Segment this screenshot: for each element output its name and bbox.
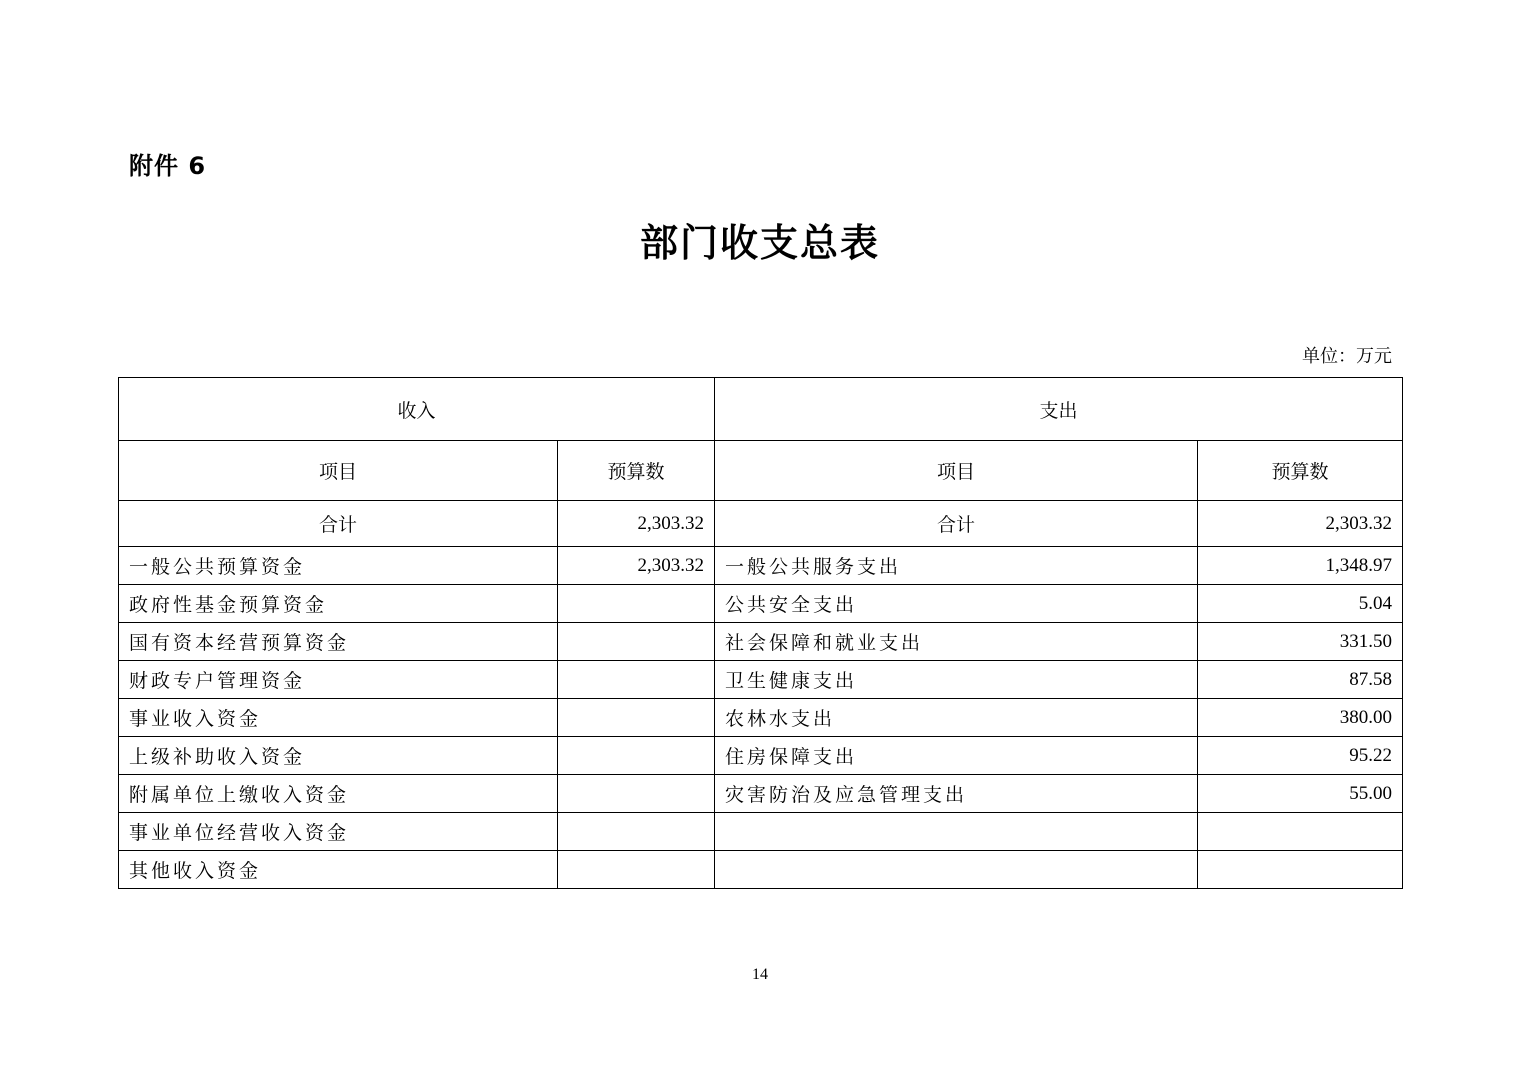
expense-item: 公共安全支出	[715, 585, 1198, 623]
expense-value: 55.00	[1198, 775, 1403, 813]
expense-item	[715, 813, 1198, 851]
table-row	[119, 813, 1403, 851]
income-item: 上级补助收入资金	[119, 737, 558, 775]
table-row	[119, 585, 1403, 623]
income-value	[558, 585, 715, 623]
income-item: 财政专户管理资金	[119, 661, 558, 699]
income-item: 一般公共预算资金	[119, 547, 558, 585]
table-row	[119, 661, 1403, 699]
table-row	[119, 851, 1403, 889]
income-value	[558, 775, 715, 813]
expense-item: 灾害防治及应急管理支出	[715, 775, 1198, 813]
table-row	[119, 547, 1403, 585]
income-item: 政府性基金预算资金	[119, 585, 558, 623]
expense-item	[715, 851, 1198, 889]
table-row	[119, 623, 1403, 661]
income-value	[558, 623, 715, 661]
expense-item: 住房保障支出	[715, 737, 1198, 775]
income-item-header: 项目	[119, 441, 558, 501]
income-total-label: 合计	[119, 501, 558, 547]
expense-value: 87.58	[1198, 661, 1403, 699]
page-title: 部门收支总表	[639, 220, 880, 265]
income-item: 附属单位上缴收入资金	[119, 775, 558, 813]
income-item: 国有资本经营预算资金	[119, 623, 558, 661]
total-row	[119, 501, 1403, 547]
income-budget-header: 预算数	[558, 441, 715, 501]
table-row	[119, 699, 1403, 737]
table-row	[119, 775, 1403, 813]
expense-value: 5.04	[1198, 585, 1403, 623]
expense-header: 支出	[715, 378, 1403, 441]
income-value	[558, 813, 715, 851]
income-value: 2,303.32	[558, 547, 715, 585]
page-number: 14	[752, 966, 768, 983]
expense-item-header: 项目	[715, 441, 1198, 501]
income-total-value: 2,303.32	[558, 501, 715, 547]
expense-item: 社会保障和就业支出	[715, 623, 1198, 661]
income-value	[558, 699, 715, 737]
attachment-label: 附件 6	[129, 152, 207, 180]
expense-total-label: 合计	[715, 501, 1198, 547]
expense-value: 380.00	[1198, 699, 1403, 737]
table-row	[119, 737, 1403, 775]
expense-item: 卫生健康支出	[715, 661, 1198, 699]
expense-value: 331.50	[1198, 623, 1403, 661]
income-header: 收入	[119, 378, 715, 441]
expense-value: 1,348.97	[1198, 547, 1403, 585]
income-item: 事业单位经营收入资金	[119, 813, 558, 851]
income-item: 事业收入资金	[119, 699, 558, 737]
expense-budget-header: 预算数	[1198, 441, 1403, 501]
expense-value	[1198, 851, 1403, 889]
income-item: 其他收入资金	[119, 851, 558, 889]
unit-label: 单位：万元	[1302, 346, 1392, 367]
expense-total-value: 2,303.32	[1198, 501, 1403, 547]
column-header-row	[119, 441, 1403, 501]
expense-item: 农林水支出	[715, 699, 1198, 737]
income-value	[558, 851, 715, 889]
group-header-row	[119, 378, 1403, 441]
budget-table	[118, 377, 1403, 889]
expense-item: 一般公共服务支出	[715, 547, 1198, 585]
expense-value: 95.22	[1198, 737, 1403, 775]
income-value	[558, 661, 715, 699]
expense-value	[1198, 813, 1403, 851]
income-value	[558, 737, 715, 775]
